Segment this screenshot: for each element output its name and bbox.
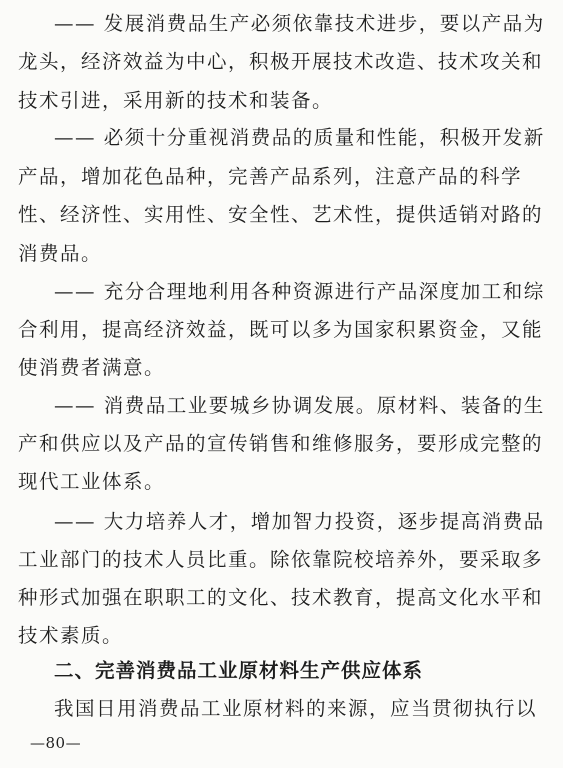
text-line: 龙头，经济效益为中心，积极开展技术改造、技术攻关和 [18,50,544,73]
text-line: 种形式加强在职职工的文化、技术教育，提高文化水平和 [18,586,544,609]
text-line: 产品，增加花色品种，完善产品系列，注意产品的科学 [18,165,523,188]
text-line: —— 大力培养人才，增加智力投资，逐步提高消费品 [54,510,545,533]
text-line: 现代工业体系。 [18,470,166,493]
text-line: 性、经济性、实用性、安全性、艺术性，提供适销对路的 [18,203,544,226]
text-line: 我国日用消费品工业原材料的来源，应当贯彻执行以 [54,697,538,720]
text-line: 合利用，提高经济效益，既可以多为国家积累资金，又能 [18,318,544,341]
text-line: —— 发展消费品生产必须依靠技术进步，要以产品为 [54,12,545,35]
text-line: 工业部门的技术人员比重。除依靠院校培养外，要采取多 [18,548,544,571]
page-number: —80— [30,734,82,752]
text-line: 技术引进，采用新的技术和装备。 [18,89,334,112]
text-line: 使消费者满意。 [18,356,166,379]
text-line: —— 消费品工业要城乡协调发展。原材料、装备的生 [54,394,545,417]
text-line: —— 充分合理地利用各种资源进行产品深度加工和综 [54,280,545,303]
text-line: 技术素质。 [18,624,124,647]
text-line: 消费品。 [18,242,103,265]
section-heading: 二、完善消费品工业原材料生产供应体系 [54,659,424,682]
text-line: —— 必须十分重视消费品的质量和性能，积极开发新 [54,126,545,149]
text-line: 产和供应以及产品的宣传销售和维修服务，要形成完整的 [18,432,544,455]
